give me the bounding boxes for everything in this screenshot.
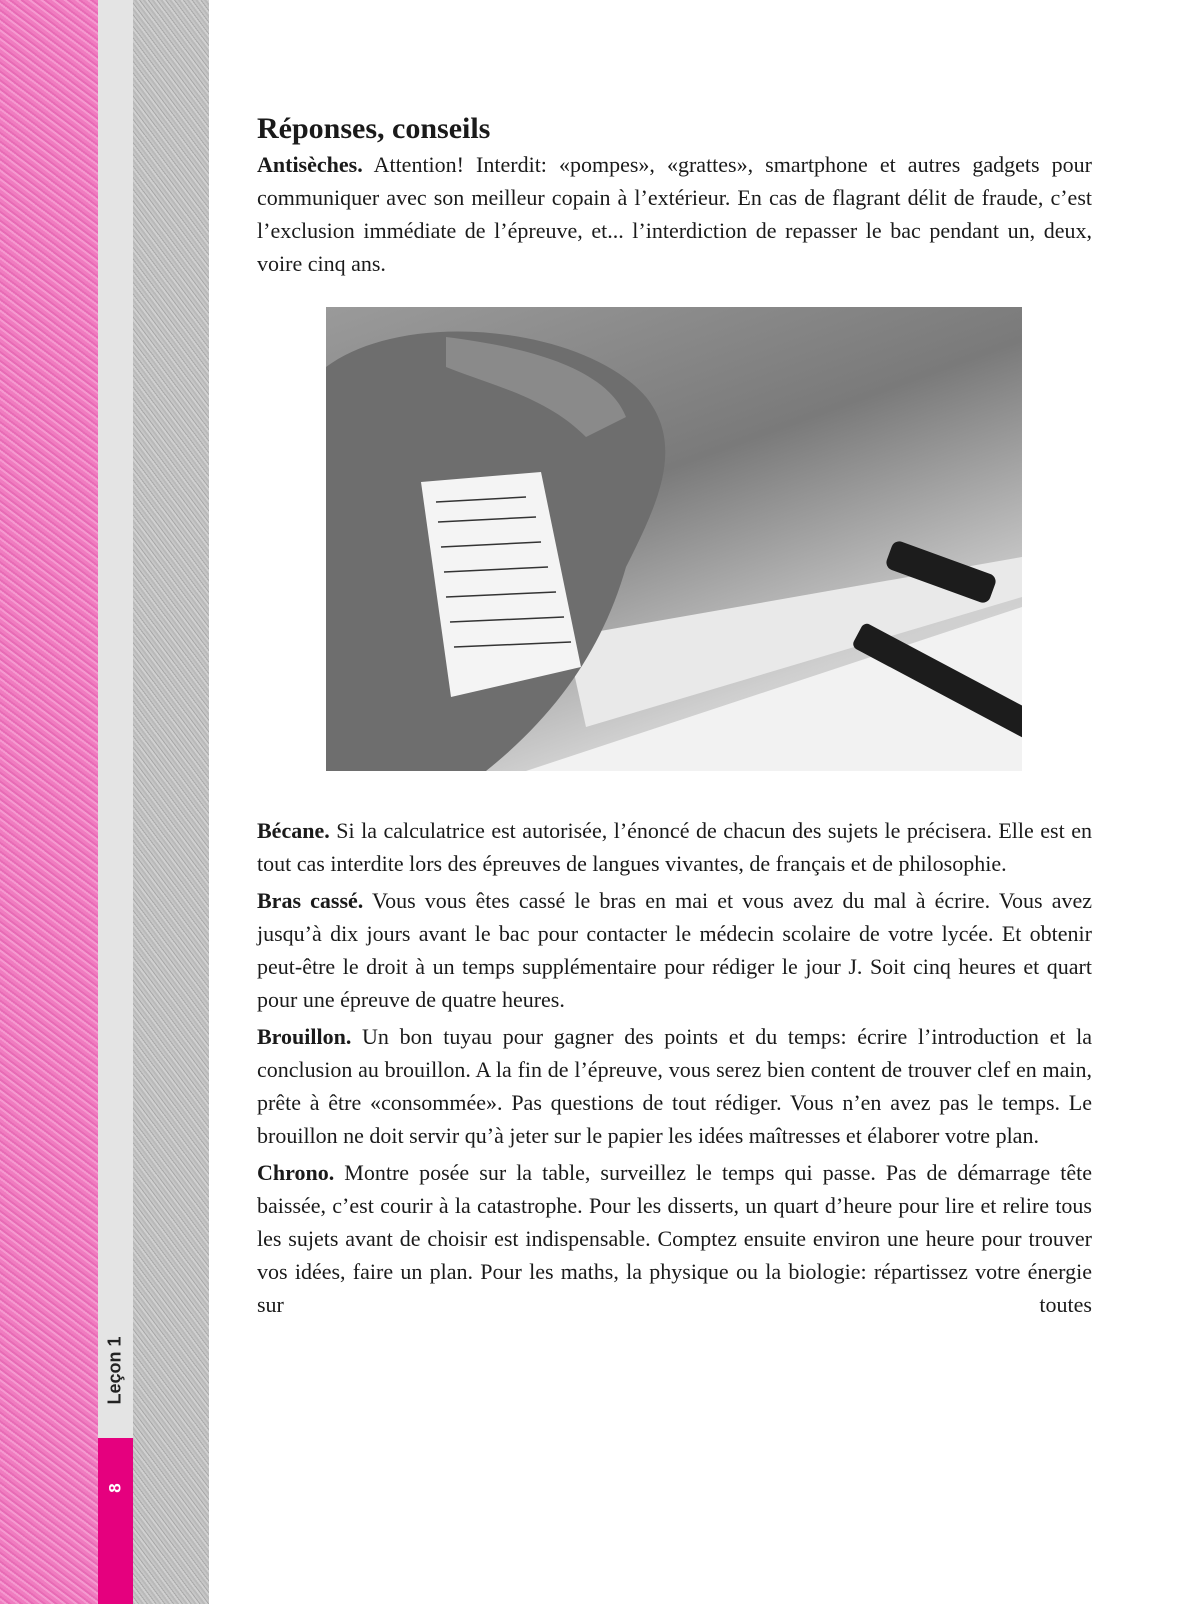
- page-number-box: [98, 1438, 133, 1604]
- photo-cheat-sheet-hand: [326, 307, 1022, 771]
- paragraph-becane: [257, 814, 1092, 880]
- paragraph-antiseches: [257, 148, 1092, 280]
- paragraph-text: Montre posée sur la table, surveillez le temps qui passe. Pas de démarrage tête baissée, c’est courir à la catastrophe. Pour les disserts, un quart d’heure pour lire et relire tous les sujets avant de choisir est indispensable. Comptez ensuite environ une heure pour trouver vos idées, faire un plan. Pour les maths, la physique ou la biologie: répartissez votre énergie sur toutes: [257, 1160, 1092, 1317]
- paragraph-text: Attention! Interdit: «pompes», «grattes», smartphone et autres gadgets pour communiquer avec son meilleur copain à l’extérieur. En cas de flagrant délit de fraude, c’est l’exclusion immédiate de l’épreuve, et... l’interdiction de repasser le bac pendant un, deux, voire cinq ans.: [257, 152, 1092, 276]
- lesson-label: [98, 1330, 133, 1410]
- paragraph-brouillon: [257, 1020, 1092, 1152]
- term: Chrono.: [257, 1160, 335, 1185]
- section-bottom: [257, 814, 1092, 1325]
- lesson-label-text: Leçon 1: [105, 1335, 125, 1405]
- page-number: 8: [105, 1483, 125, 1493]
- paragraph-bras-casse: [257, 884, 1092, 1016]
- paragraph-chrono: [257, 1156, 1092, 1321]
- section-top: [257, 112, 1092, 284]
- term: Brouillon.: [257, 1024, 352, 1049]
- page-title: Réponses, conseils: [257, 112, 491, 145]
- decorative-pink-strip: [0, 0, 98, 1604]
- photo-illustration: [326, 307, 1022, 771]
- term: Bécane.: [257, 818, 330, 843]
- term: Antisèches.: [257, 152, 363, 177]
- term: Bras cassé.: [257, 888, 364, 913]
- decorative-gray-strip: [133, 0, 209, 1604]
- paragraph-text: Si la calculatrice est autorisée, l’énoncé de chacun des sujets le précisera. Elle est en tout cas interdite lors des épreuves de langues vivantes, de français et de philosophie.: [257, 818, 1092, 876]
- paragraph-text: Vous vous êtes cassé le bras en mai et vous avez du mal à écrire. Vous avez jusqu’à dix jours avant le bac pour contacter le médecin scolaire de votre lycée. Et obtenir peut-être le droit à un temps supplémentaire pour rédiger le jour J. Soit cinq heures et quart pour une épreuve de quatre heures.: [257, 888, 1092, 1012]
- paragraph-text: Un bon tuyau pour gagner des points et du temps: écrire l’introduction et la conclusion au brouillon. A la fin de l’épreuve, vous serez bien content de trouver clef en main, prête à être «consommée». Pas questions de tout rédiger. Vous n’en avez pas le temps. Le brouillon ne doit servir qu’à jeter sur le papier les idées maîtresses et élaborer votre plan.: [257, 1024, 1092, 1148]
